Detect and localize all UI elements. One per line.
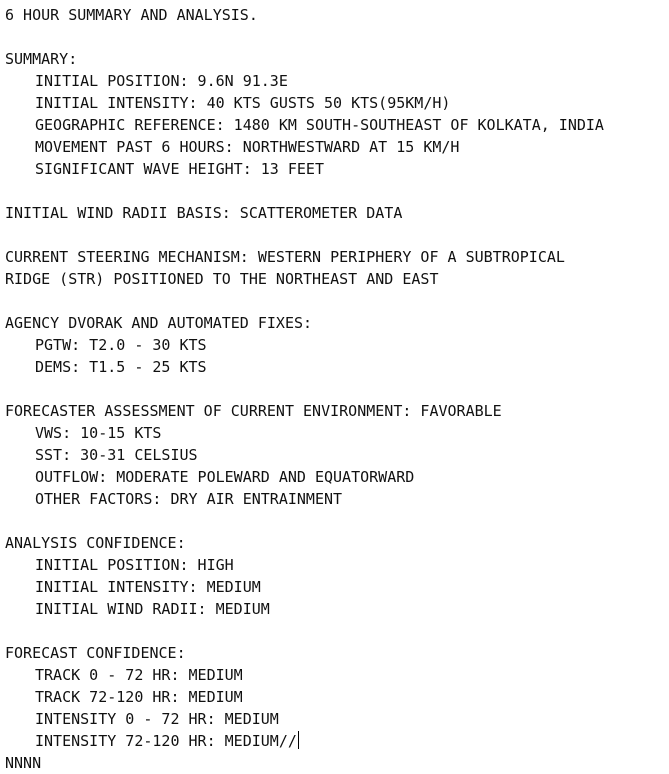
- analysis-confidence-intensity: INITIAL INTENSITY: MEDIUM: [35, 578, 261, 596]
- analysis-confidence-wind-radii: INITIAL WIND RADII: MEDIUM: [35, 600, 270, 618]
- summary-initial-intensity: INITIAL INTENSITY: 40 KTS GUSTS 50 KTS(95KM/H): [35, 94, 451, 112]
- summary-wave-height: SIGNIFICANT WAVE HEIGHT: 13 FEET: [35, 160, 324, 178]
- steering-mechanism-line-1: CURRENT STEERING MECHANISM: WESTERN PERIPHERY OF A SUBTROPICAL: [5, 248, 565, 266]
- end-marker: NNNN: [5, 754, 42, 772]
- environment-vws: VWS: 10-15 KTS: [35, 424, 162, 442]
- blank-line: [5, 378, 669, 400]
- blank-line: [5, 620, 669, 642]
- bulletin-document: [5, 4, 669, 774]
- forecast-confidence-intensity-72-120-line[interactable]: [5, 730, 669, 752]
- forecast-confidence-track-72-120: TRACK 72-120 HR: MEDIUM: [35, 688, 243, 706]
- dvorak-dems: DEMS: T1.5 - 25 KTS: [35, 358, 207, 376]
- summary-heading: SUMMARY:: [5, 50, 78, 68]
- dvorak-heading: AGENCY DVORAK AND AUTOMATED FIXES:: [5, 314, 313, 332]
- forecast-confidence-heading: FORECAST CONFIDENCE:: [5, 644, 186, 662]
- environment-heading: FORECASTER ASSESSMENT OF CURRENT ENVIRONMENT: FAVORABLE: [5, 402, 502, 420]
- wind-radii-basis: INITIAL WIND RADII BASIS: SCATTEROMETER DATA: [5, 204, 403, 222]
- document-title: 6 HOUR SUMMARY AND ANALYSIS.: [5, 6, 258, 24]
- analysis-confidence-position: INITIAL POSITION: HIGH: [35, 556, 234, 574]
- environment-other-factors: OTHER FACTORS: DRY AIR ENTRAINMENT: [35, 490, 343, 508]
- summary-geographic-reference: GEOGRAPHIC REFERENCE: 1480 KM SOUTH-SOUTHEAST OF KOLKATA, INDIA: [35, 116, 604, 134]
- text-cursor: [298, 731, 299, 749]
- forecast-confidence-intensity-72-120: INTENSITY 72-120 HR: MEDIUM//: [35, 732, 297, 750]
- steering-mechanism-line-2: RIDGE (STR) POSITIONED TO THE NORTHEAST AND EAST: [5, 270, 439, 288]
- summary-initial-position: INITIAL POSITION: 9.6N 91.3E: [35, 72, 288, 90]
- blank-line: [5, 290, 669, 312]
- blank-line: [5, 224, 669, 246]
- analysis-confidence-heading: ANALYSIS CONFIDENCE:: [5, 534, 186, 552]
- dvorak-pgtw: PGTW: T2.0 - 30 KTS: [35, 336, 207, 354]
- environment-sst: SST: 30-31 CELSIUS: [35, 446, 198, 464]
- blank-line: [5, 510, 669, 532]
- forecast-confidence-track-0-72: TRACK 0 - 72 HR: MEDIUM: [35, 666, 243, 684]
- environment-outflow: OUTFLOW: MODERATE POLEWARD AND EQUATORWARD: [35, 468, 415, 486]
- blank-line: [5, 26, 669, 48]
- summary-movement: MOVEMENT PAST 6 HOURS: NORTHWESTWARD AT 15 KM/H: [35, 138, 460, 156]
- forecast-confidence-intensity-0-72: INTENSITY 0 - 72 HR: MEDIUM: [35, 710, 279, 728]
- blank-line: [5, 180, 669, 202]
